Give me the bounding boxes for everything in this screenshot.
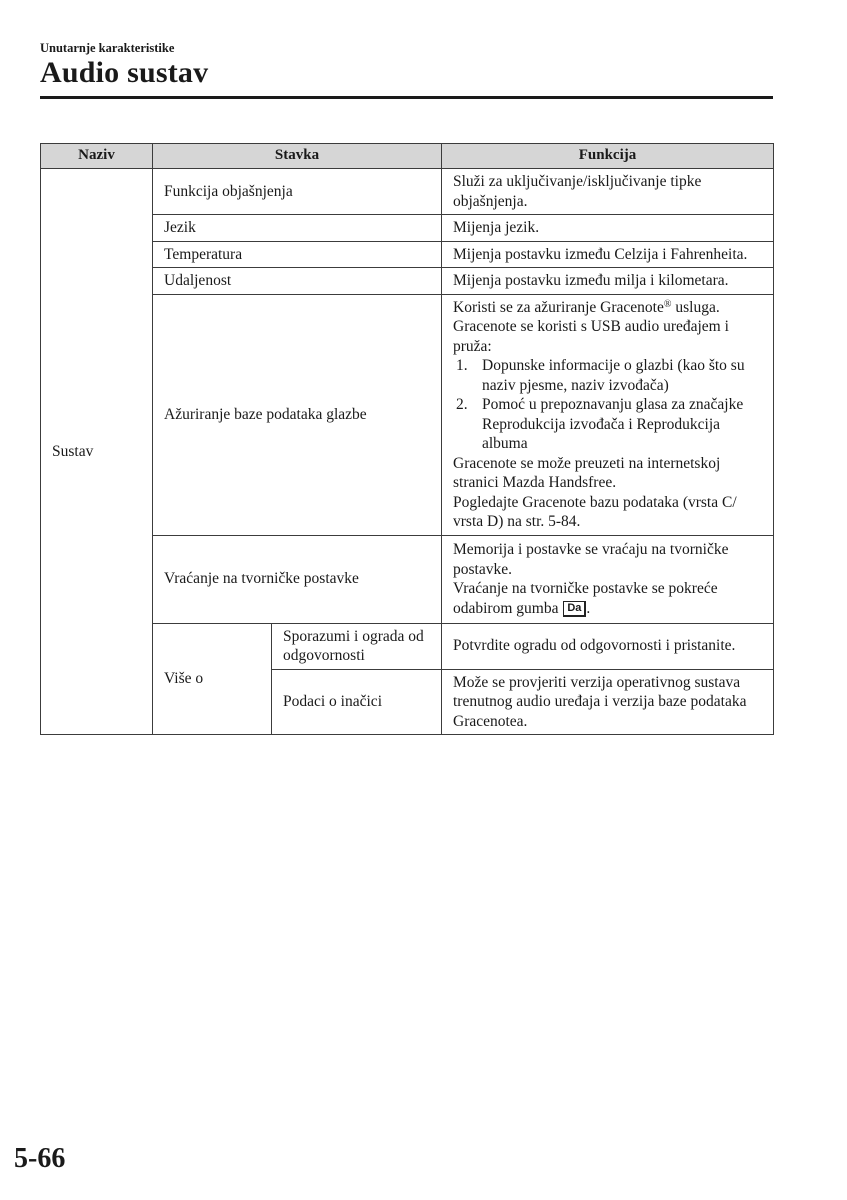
gracenote-intro	[453, 298, 769, 357]
item-cell: Temperatura	[153, 241, 442, 268]
intro-text-continued: usluga. Gracenote se koristi s USB audio uređajem i pruža:	[453, 298, 729, 355]
list-number: 2.	[456, 396, 468, 413]
function-cell: Mijenja postavku između Celzija i Fahrenheita.	[442, 241, 774, 268]
list-number: 1.	[456, 357, 468, 374]
table-row	[41, 169, 774, 215]
factory-reset-text-end: .	[586, 599, 591, 617]
intro-text: Koristi se za ažuriranje Gracenote	[453, 298, 664, 316]
function-cell	[442, 535, 774, 623]
function-cell: Služi za uključivanje/isključivanje tipke objašnjenja.	[442, 169, 774, 215]
table-header-row	[41, 144, 774, 169]
list-item	[453, 356, 769, 395]
gracenote-outro: Gracenote se može preuzeti na internetskoj stranici Mazda Handsfree. Pogledajte Gracenote bazu podataka (vrsta C/ vrsta D) na str. 5-84.	[453, 454, 737, 530]
list-item	[453, 395, 769, 454]
group-cell-sustav: Sustav	[41, 169, 153, 735]
item-cell: Ažuriranje baze podataka glazbe	[153, 294, 442, 535]
registered-mark: ®	[663, 298, 672, 310]
factory-reset-description	[453, 540, 769, 618]
sub-item-cell: Sporazumi i ograda od odgovornosti	[272, 623, 442, 669]
item-cell: Udaljenost	[153, 268, 442, 295]
sub-item-cell: Podaci o inačici	[272, 669, 442, 735]
function-cell: Mijenja jezik.	[442, 215, 774, 242]
list-text: Pomoć u prepoznavanju glasa za značajke Reprodukcija izvođača i Reprodukcija albuma	[482, 396, 744, 452]
section-label: Unutarnje karakteristike	[40, 41, 175, 55]
header-stavka: Stavka	[153, 144, 442, 169]
item-cell: Funkcija objašnjenja	[153, 169, 442, 215]
numbered-list	[453, 356, 769, 454]
header-funkcija: Funkcija	[442, 144, 774, 169]
page-title: Audio sustav	[40, 56, 209, 89]
item-cell-vise-o: Više o	[153, 623, 272, 735]
item-cell: Jezik	[153, 215, 442, 242]
header-naziv: Naziv	[41, 144, 153, 169]
function-cell: Mijenja postavku između milja i kilometara.	[442, 268, 774, 295]
factory-reset-text: Memorija i postavke se vraćaju na tvorničke postavke. Vraćanje na tvorničke postavke se pokreće odabirom gumba	[453, 541, 729, 617]
list-text: Dopunske informacije o glazbi (kao što su naziv pjesme, naziv izvođača)	[482, 357, 745, 394]
page-number: 5-66	[14, 1143, 66, 1174]
audio-settings-table	[40, 143, 774, 735]
function-cell: Može se provjeriti verzija operativnog sustava trenutnog audio uređaja i verzija baze podataka Gracenotea.	[442, 669, 774, 735]
item-cell: Vraćanje na tvorničke postavke	[153, 535, 442, 623]
da-button-illustration: Da	[563, 601, 586, 617]
title-divider	[40, 96, 773, 99]
function-cell: Potvrdite ogradu od odgovornosti i pristanite.	[442, 623, 774, 669]
function-cell	[442, 294, 774, 535]
